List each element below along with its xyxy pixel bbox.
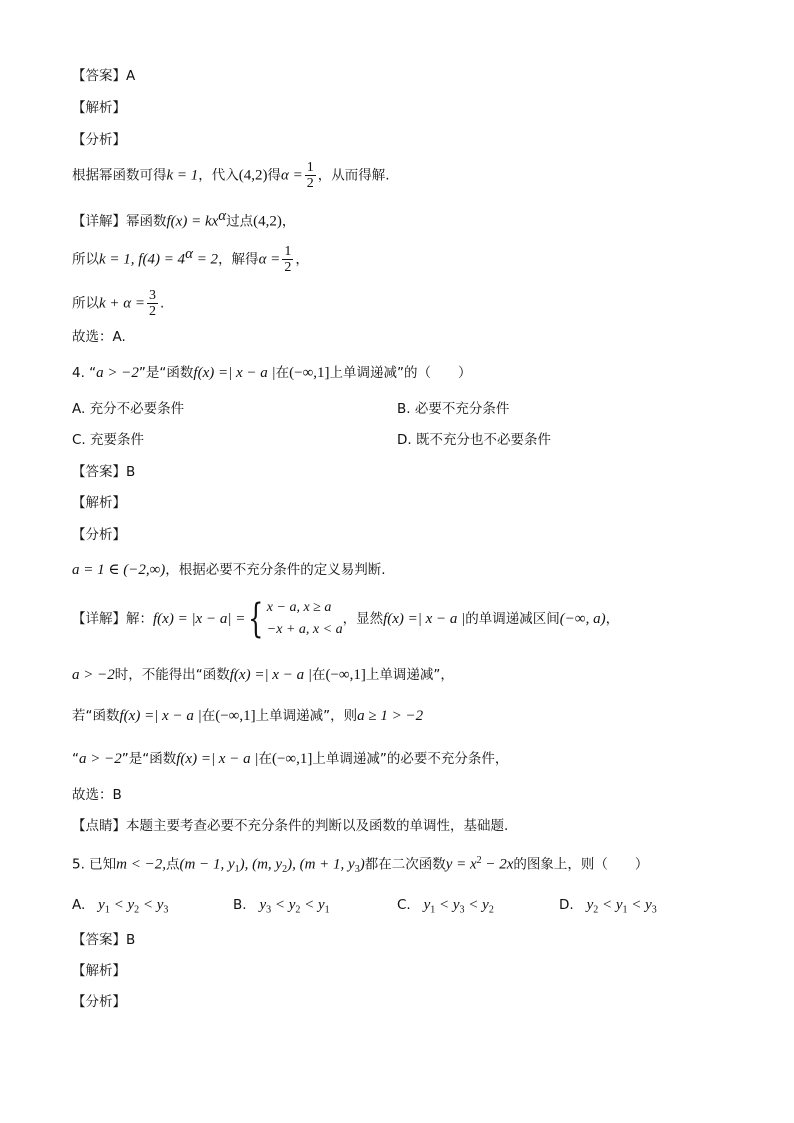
q4-line-3: 若“函数f(x) =| x − a |在(−∞,1]上单调递减”，则a ≥ 1 > −2 <box>72 708 424 724</box>
left-brace: { <box>248 596 264 642</box>
q3-analysis-heading: 【解析】 <box>72 100 126 116</box>
fraction: $\frac{1}{2}$ <box>284 244 292 275</box>
q3-detail-2: 所以k = 1, $f(4) = 4^\alpha = 2$，解得α = $\frac{1}{2}$ ， <box>72 244 309 275</box>
q3-choose: 故选：A. <box>72 329 126 345</box>
q5-answer: 【答案】B <box>72 932 136 948</box>
q4-option-b: B. 必要不充分条件 <box>397 401 510 417</box>
q5-fenxi-heading: 【分析】 <box>72 994 126 1010</box>
q4-fenxi-heading: 【分析】 <box>72 527 126 543</box>
q4-option-c: C. 充要条件 <box>72 432 145 448</box>
q3-detail-1: 【详解】幂函数$f(x) = kx^\alpha$过点(4,2)， <box>72 208 296 230</box>
q4-choose: 故选：B <box>72 787 122 803</box>
q4-detail: 【详解】解：f(x) = |x − a| ={ x − a, x ≥ a −x + a, x < a ，显然f(x) =| x − a |的单调递减区间(−∞, a)， <box>72 596 620 642</box>
q4-stem: 4. “a > −2”是“函数f(x) =| x − a |在(−∞,1]上单调递减”的（ ） <box>72 365 472 381</box>
q3-detail-3: 所以k + α = $\frac{3}{2}$ . <box>72 288 165 319</box>
q5-analysis-heading: 【解析】 <box>72 963 126 979</box>
q3-fenxi-heading: 【分析】 <box>72 132 126 148</box>
q4-line-4: “a > −2”是“函数f(x) =| x − a |在(−∞,1]上单调递减”的必要不充分条件， <box>72 751 509 767</box>
fraction: $\frac{3}{2}$ <box>149 288 157 319</box>
q4-hint: a = 1 ∈ (−2,∞)，根据必要不充分条件的定义易判断. <box>72 562 386 578</box>
fraction: $\frac{1}{2}$ <box>306 160 314 191</box>
q5-option-a: A. $y_1 < y_2 < y_3$ <box>72 897 169 916</box>
q4-analysis-heading: 【解析】 <box>72 495 126 511</box>
q4-comment: 【点睛】本题主要考查必要不充分条件的判断以及函数的单调性，基础题. <box>72 818 509 834</box>
q5-option-b: B. $y_3 < y_2 < y_1$ <box>233 897 330 916</box>
q4-option-d: D. 既不充分也不必要条件 <box>397 432 551 448</box>
q3-answer: 【答案】A <box>72 68 136 84</box>
piecewise-cases: x − a, x ≥ a −x + a, x < a <box>266 600 343 637</box>
q3-hint: 根据幂函数可得k = 1，代入(4,2)得α = $\frac{1}{2}$ ，从而得解. <box>72 160 390 191</box>
q4-line-2: a > −2时，不能得出“函数f(x) =| x − a |在(−∞,1]上单调递减”， <box>72 667 454 683</box>
q4-option-a: A. 充分不必要条件 <box>72 401 185 417</box>
q5-option-c: C. $y_1 < y_3 < y_2$ <box>397 897 494 916</box>
q5-option-d: D. $y_2 < y_1 < y_3$ <box>559 897 657 916</box>
q5-stem: 5. 已知m < −2,点(m − 1, $y_1$), (m, $y_2$), (m + 1, $y_3$)都在二次函数$y = x^2 - 2x$的图象上，则（ ） <box>72 855 649 876</box>
q4-answer: 【答案】B <box>72 464 136 480</box>
